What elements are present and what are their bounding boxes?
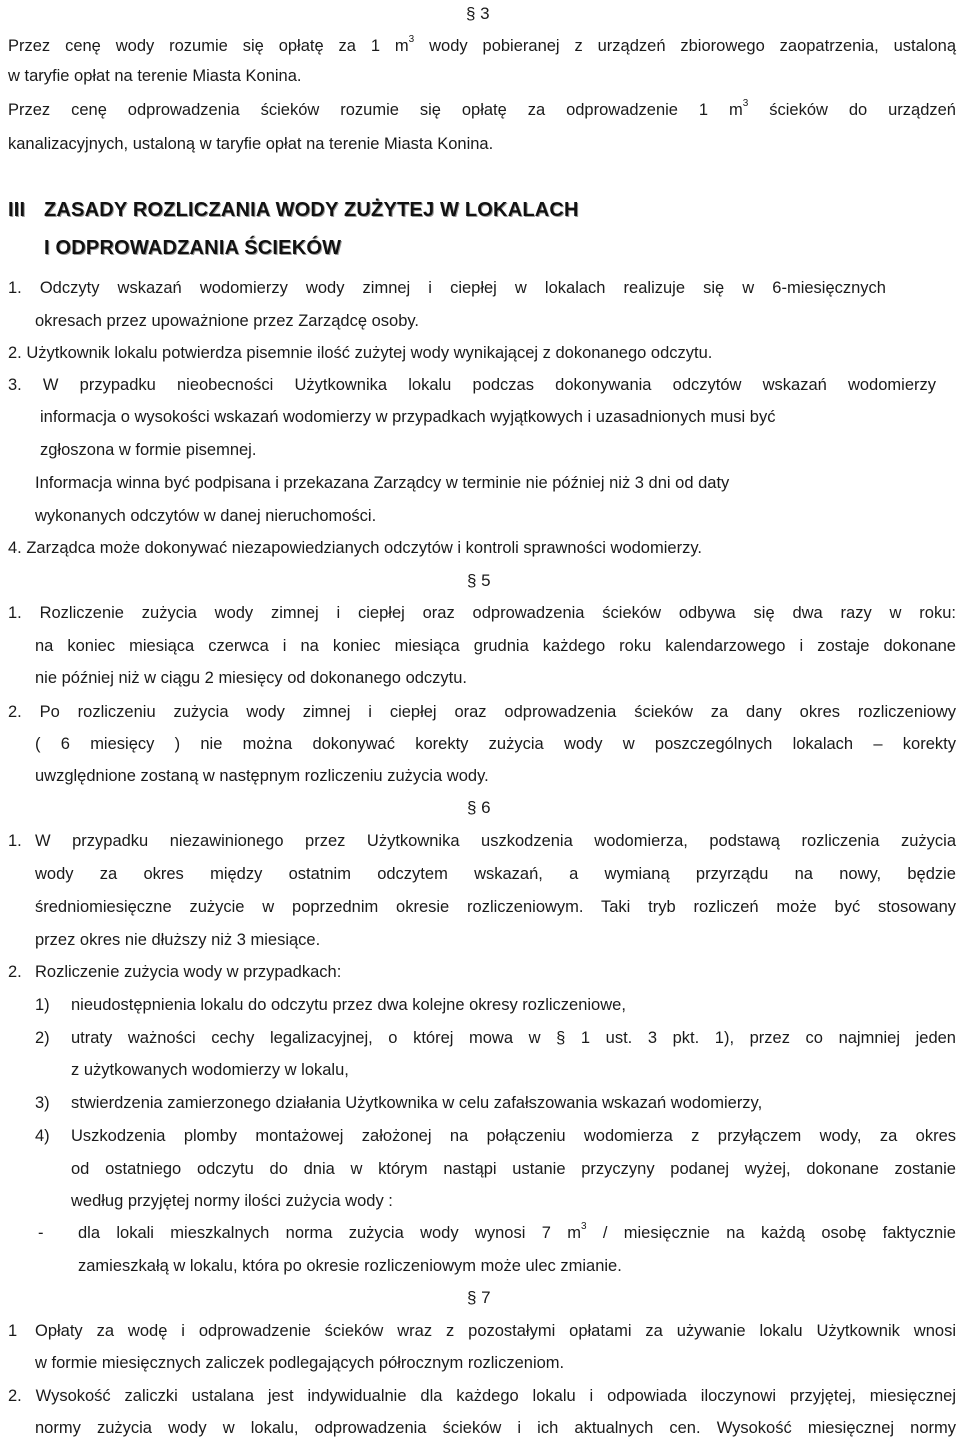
chapter-point-1b: okresach przez upoważnione przez Zarządcę osoby. bbox=[35, 312, 419, 330]
chapter-title-line-1: ZASADY ROZLICZANIA WODY ZUŻYTEJ W LOKALACH bbox=[44, 199, 579, 221]
section-6-point-1d: przez okres nie dłuższy niż 3 miesiące. bbox=[35, 931, 321, 949]
list-item-3: stwierdzenia zamierzonego działania Użytkownika w celu zafałszowania wskazań wodomierzy, bbox=[71, 1094, 763, 1112]
chapter-numeral: III bbox=[8, 199, 26, 221]
list-item-2a: utraty ważności cechy legalizacyjnej, o której mowa w § 1 ust. 3 pkt. 1), przez co najmniej jeden bbox=[71, 1029, 956, 1047]
list-item-1-number: 1) bbox=[35, 996, 50, 1014]
norm-line-1: dla lokali mieszkalnych norma zużycia wody wynosi 7 $m^3$ / miesięcznie na każdą osobę faktycznie bbox=[78, 1220, 956, 1242]
list-item-4a: Uszkodzenia plomby montażowej założonej na połączeniu wodomierza z przyłączem wody, za okres bbox=[71, 1127, 956, 1145]
section-7-point-2b: normy zużycia wody w lokalu, odprowadzenia ścieków i ich aktualnych cen. Wysokość miesięcznej normy bbox=[35, 1419, 956, 1437]
section-5-point-2b: ( 6 miesięcy ) nie można dokonywać korekty zużycia wody w poszczególnych lokalach – korekty bbox=[35, 735, 956, 753]
section-3-line-2: w taryfie opłat na terenie Miasta Konina. bbox=[8, 67, 302, 85]
section-3-line-1: Przez cenę wody rozumie się opłatę za 1 $m^3$ wody pobieranej z urządzeń zbiorowego zaopatrzenia, ustaloną bbox=[8, 33, 956, 55]
section-5-point-1b: na koniec miesiąca czerwca i na koniec miesiąca grudnia każdego roku kalendarzowego i zostaje dokonane bbox=[35, 637, 956, 655]
section-3-sign: § 3 bbox=[466, 4, 490, 23]
section-7-sign: § 7 bbox=[467, 1288, 491, 1307]
list-item-4-number: 4) bbox=[35, 1127, 50, 1145]
section-7-point-1a: Opłaty za wodę i odprowadzenie ścieków wraz z pozostałymi opłatami za używanie lokalu Użytkownik wnosi bbox=[35, 1322, 956, 1340]
list-item-3-number: 3) bbox=[35, 1094, 50, 1112]
chapter-point-3d: Informacja winna być podpisana i przekazana Zarządcy w terminie nie później niż 3 dni od daty bbox=[35, 474, 730, 492]
section-5-point-2a: 2. Po rozliczeniu zużycia wody zimnej i ciepłej oraz odprowadzenia ścieków za dany okres rozliczeniowy bbox=[8, 703, 956, 721]
list-item-4c: według przyjętej normy ilości zużycia wody : bbox=[71, 1192, 393, 1210]
section-6-sign: § 6 bbox=[467, 798, 491, 817]
chapter-point-3c: zgłoszona w formie pisemnej. bbox=[40, 441, 257, 459]
chapter-point-3a: 3. W przypadku nieobecności Użytkownika lokalu podczas dokonywania odczytów wskazań wodomierzy bbox=[8, 376, 936, 394]
section-6-point-2-number: 2. bbox=[8, 963, 22, 981]
section-3-line-4: kanalizacyjnych, ustaloną w taryfie opłat na terenie Miasta Konina. bbox=[8, 135, 494, 153]
section-7-point-2a: 2. Wysokość zaliczki ustalana jest indywidualnie dla każdego lokalu i odpowiada iloczynowi przyjętej, miesięcznej bbox=[8, 1387, 956, 1405]
chapter-title-line-2: I ODPROWADZANIA ŚCIEKÓW bbox=[44, 237, 342, 259]
list-item-2b: z użytkowanych wodomierzy w lokalu, bbox=[71, 1061, 349, 1079]
section-6-point-1c: średniomiesięczne zużycie w poprzednim okresie rozliczeniowym. Taki tryb rozliczeń może być stosowany bbox=[35, 898, 956, 916]
list-item-4b: od ostatniego odczytu do dnia w którym nastąpi ustanie przyczyny podanej wyżej, dokonane zostanie bbox=[71, 1160, 956, 1178]
section-7-point-1-number: 1 bbox=[8, 1322, 18, 1340]
norm-line-2: zamieszkałą w lokalu, która po okresie rozliczeniowym może ulec zmianie. bbox=[78, 1257, 622, 1275]
section-7-point-1b: w formie miesięcznych zaliczek podlegających półrocznym rozliczeniom. bbox=[35, 1354, 565, 1372]
section-6-point-1a: W przypadku niezawinionego przez Użytkownika uszkodzenia wodomierza, podstawą rozliczenia zużycia bbox=[35, 832, 956, 850]
list-item-2-number: 2) bbox=[35, 1029, 50, 1047]
chapter-point-3e: wykonanych odczytów w danej nieruchomości. bbox=[35, 507, 377, 525]
section-5-point-2c: uwzględnione zostaną w następnym rozliczeniu zużycia wody. bbox=[35, 767, 489, 785]
chapter-point-3b: informacja o wysokości wskazań wodomierzy w przypadkach wyjątkowych i uzasadnionych musi być bbox=[40, 408, 776, 426]
norm-dash: - bbox=[38, 1224, 44, 1242]
section-3-line-3: Przez cenę odprowadzenia ścieków rozumie się opłatę za odprowadzenie 1 $m^3$ ścieków do urządzeń bbox=[8, 97, 956, 119]
section-5-point-1c: nie później niż w ciągu 2 miesięcy od dokonanego odczytu. bbox=[35, 669, 468, 687]
section-6-point-1b: wody za okres między ostatnim odczytem wskazań, a wymianą przyrządu na nowy, będzie bbox=[35, 865, 956, 883]
list-item-1: nieudostępnienia lokalu do odczytu przez dwa kolejne okresy rozliczeniowe, bbox=[71, 996, 626, 1014]
chapter-point-4: 4. Zarządca może dokonywać niezapowiedzianych odczytów i kontroli sprawności wodomierzy. bbox=[8, 539, 702, 557]
section-6-point-1-number: 1. bbox=[8, 832, 22, 850]
section-5-sign: § 5 bbox=[467, 571, 491, 590]
chapter-point-2: 2. Użytkownik lokalu potwierdza pisemnie ilość zużytej wody wynikającej z dokonanego odczytu. bbox=[8, 344, 713, 362]
chapter-point-1a: 1. Odczyty wskazań wodomierzy wody zimnej i ciepłej w lokalach realizuje się w 6-miesięcznych bbox=[8, 279, 886, 297]
section-6-point-2: Rozliczenie zużycia wody w przypadkach: bbox=[35, 963, 342, 981]
section-5-point-1a: 1. Rozliczenie zużycia wody zimnej i ciepłej oraz odprowadzenia ścieków odbywa się dwa razy w roku: bbox=[8, 604, 956, 622]
